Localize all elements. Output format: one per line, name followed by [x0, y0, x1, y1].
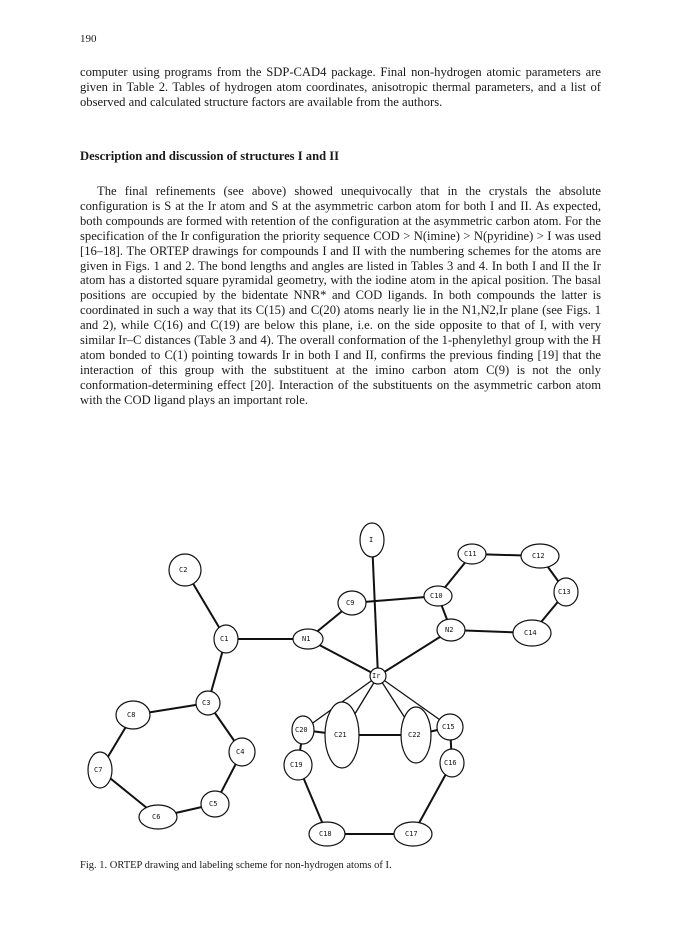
label-c8: C8 — [127, 711, 136, 719]
ortep-drawing — [70, 520, 610, 860]
label-n1: N1 — [302, 635, 311, 643]
label-c10: C10 — [430, 592, 443, 600]
intro-paragraph: computer using programs from the SDP-CAD4 package. Final non-hydrogen atomic parameters are given in Table 2. Tables of hydrogen atom coordinates, anisotropic thermal parameters, and a list of observed and calculated structure factors are available from the authors. — [80, 65, 601, 109]
label-ir: Ir — [372, 672, 381, 680]
body-paragraph: The final refinements (see above) showed unequivocally that in the crystals the absolute configuration is S at the Ir atom and S at the asymmetric carbon atom for both I and II. As expected, both compounds are formed with retention of the configuration at the asymmetric carbon atom. For the specification of the Ir configuration the priority sequence COD > N(imine) > N(pyridine) > I was used [16–18]. The ORTEP drawings for compounds I and II with the numbering schemes for the atoms are given in Figs. 1 and 2. The bond lengths and angles are listed in Tables 3 and 4. In both I and II the Ir atom has a distorted square pyramidal geometry, with the iodine atom in the apical position. The basal positions are occupied by the bidentate NNR* and COD ligands. In both compounds the latter is coordinated in such a way that its C(15) and C(20) atoms nearly lie in the N1,N2,Ir plane (see Figs. 1 and 2), while C(16) and C(19) are below this plane, i.e. on the side opposite to that of I, with very similar Ir–C distances (Table 3 and 4). The overall conformation of the 1-phenylethyl group with the H atom bonded to C(1) pointing towards Ir in both I and II, confirms the previous finding [19] that the interaction of this group with the substituent at the imino carbon atom C(9) is not the only conformation-determining effect [20]. Interaction of the substituents on the asymmetric carbon atom with the COD ligand plays an important role. — [80, 184, 601, 407]
label-c19: C19 — [290, 761, 303, 769]
section-title: Description and discussion of structures I and II — [80, 149, 340, 163]
label-c22: C22 — [408, 731, 421, 739]
label-c9: C9 — [346, 599, 355, 607]
label-c21: C21 — [334, 731, 347, 739]
label-c11: C11 — [464, 550, 477, 558]
atom-labels — [94, 536, 571, 838]
label-c1: C1 — [220, 635, 229, 643]
label-c12: C12 — [532, 552, 545, 560]
label-c6: C6 — [152, 813, 161, 821]
bonds — [100, 540, 566, 834]
label-c20: C20 — [295, 726, 308, 734]
label-i: I — [369, 536, 374, 544]
label-c7: C7 — [94, 766, 103, 774]
label-c3: C3 — [202, 699, 211, 707]
label-c15: C15 — [442, 723, 455, 731]
figure-1 — [70, 520, 610, 860]
label-c17: C17 — [405, 830, 418, 838]
label-c13: C13 — [558, 588, 571, 596]
label-c14: C14 — [524, 629, 537, 637]
label-c4: C4 — [236, 748, 245, 756]
label-c16: C16 — [444, 759, 457, 767]
atoms — [88, 523, 578, 846]
label-n2: N2 — [445, 626, 454, 634]
figure-caption: Fig. 1. ORTEP drawing and labeling scheme for non-hydrogen atoms of I. — [80, 860, 392, 871]
label-c5: C5 — [209, 800, 218, 808]
page-number: 190 — [80, 33, 97, 45]
label-c2: C2 — [179, 566, 188, 574]
label-c18: C18 — [319, 830, 332, 838]
